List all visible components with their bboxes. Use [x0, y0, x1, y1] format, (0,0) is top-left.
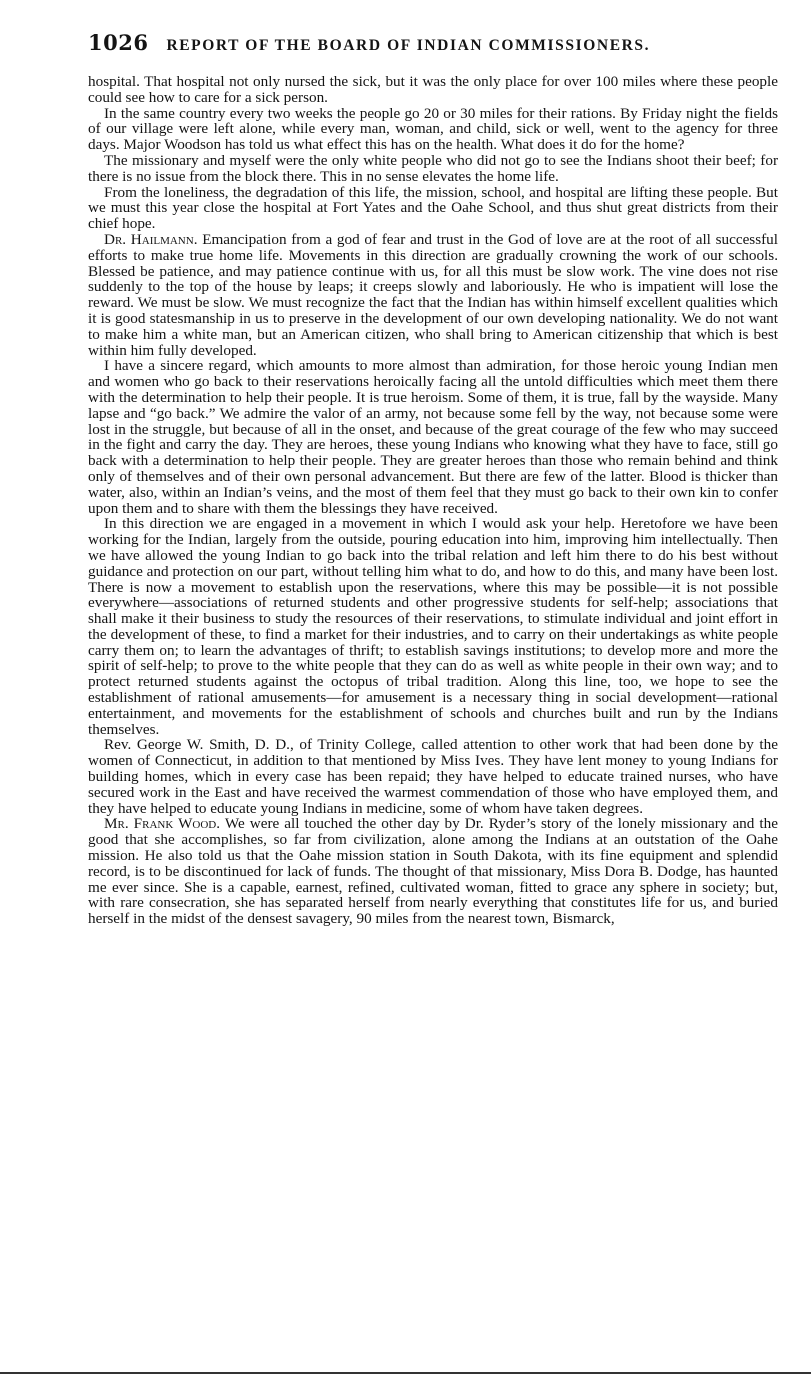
paragraph-text: I have a sincere regard, which amounts to more almost than admiration, for those heroic young Indian men and women who go back to their reservations heroically facing all the untold difficulties which meet them there with the determination to help their people. It is true heroism. Some of them, it is true, fall by the wayside. Many lapse and “go back.” We admire the valor of an army, not because some fell by the way, not because some were lost in the struggle, but because of all in the onset, and because of the great courage of the few who may succeed in the fight and carry the day. They are heroes, these young Indians who knowing what they have to face, still go back with a determination to help their people. They are greater heroes than those who remain behind and think only of themselves and of their own personal advancement. But there are few of the latter. Blood is thicker than water, also, within an Indian’s veins, and the most of them feel that they must go back to their own kin to confer upon them and to share with them the blessings they have received. — [88, 357, 778, 517]
page-bottom-edge — [0, 1372, 811, 1374]
paragraph — [88, 185, 778, 232]
paragraph — [88, 358, 778, 516]
page-number: 1026 — [88, 30, 149, 55]
body-text — [88, 74, 778, 927]
paragraph-text: hospital. That hospital not only nursed the sick, but it was the only place for over 100 miles where these people could see how to care for a sick person. — [88, 73, 778, 106]
paragraph-text: In the same country every two weeks the people go 20 or 30 miles for their rations. By Friday night the fields of our village were left alone, while every man, woman, and child, sick or well, went to the agency for three days. Major Woodson has told us what effect this has on the health. What does it do for the home? — [88, 104, 778, 154]
page-header — [88, 30, 778, 62]
running-head: REPORT OF THE BOARD OF INDIAN COMMISSIONERS. — [166, 37, 651, 54]
paragraph — [88, 153, 778, 185]
paragraph-text: From the loneliness, the degradation of this life, the mission, school, and hospital are lifting these people. But we must this year close the hospital at Fort Yates and the Oahe School, and thus shut great districts from their chief hope. — [88, 183, 778, 233]
speaker-name: Dr. Hailmann. — [104, 230, 198, 248]
paragraph-text: In this direction we are engaged in a movement in which I would ask your help. Heretofore we have been working for the Indian, largely from the outside, pouring education into him, improving him intellectually. Then we have allowed the young Indian to go back into the tribal relation and left him there to do his best without guidance and protection on our part, without telling him what to do, and how to do this, and many have been lost. There is now a movement to establish upon the reservations, where this may be possible—it is not possible everywhere—associations of returned students and other progressive students for self-help; associations that shall make it their business to study the resources of their reservations, to stimulate individual and joint effort in the development of these, to find a market for their industries, and to carry on their undertakings as white people carry them on; to learn the advantages of thrift; to establish savings institutions; to develop more and more the spirit of self-help; to prove to the white people that they can do as well as white people in their own way; and to protect returned students against the octopus of tribal tradition. Along this line, too, we hope to see the establishment of rational amusements—for amusement is a necessary thing in social development—rational entertainment, and movements for the establishment of schools and churches built and run by the Indians themselves. — [88, 515, 778, 738]
paragraph — [88, 106, 778, 153]
paragraph — [88, 232, 778, 358]
paragraph-text: We were all touched the other day by Dr. Ryder’s story of the lonely missionary and the good that she accomplishes, so far from civilization, alone among the Indians at an outstation of the Oahe mission. He also told us that the Oahe mission station in South Dakota, with its fine equipment and splendid record, is to be discontinued for lack of funds. The thought of that missionary, Miss Dora B. Dodge, has haunted me ever since. She is a capable, earnest, refined, cultivated woman, fitted to grace any sphere in society; but, with rare consecration, she has separated herself from nearly everything that constitutes life for us, and buried herself in the midst of the densest savagery, 90 miles from the nearest town, Bismarck, — [88, 815, 778, 928]
paragraph — [88, 74, 778, 106]
paragraph-text: Rev. George W. Smith, D. D., of Trinity College, called attention to other work that had been done by the women of Connecticut, in addition to that mentioned by Miss Ives. They have lent money to young Indians for building homes, which in every case has been repaid; they have helped to educate trained nurses, who have secured work in the East and have received the warmest commendation of those who have employed them, and they have helped to educate young Indians in medicine, some of whom have taken degrees. — [88, 736, 778, 817]
document-page — [88, 30, 778, 927]
paragraph — [88, 816, 778, 927]
paragraph-text: The missionary and myself were the only white people who did not go to see the Indians shoot their beef; for there is no issue from the block there. This in no sense elevates the home life. — [88, 151, 778, 185]
speaker-name: Mr. Frank Wood. — [104, 815, 221, 833]
paragraph-text: Emancipation from a god of fear and trust in the God of love are at the root of all successful efforts to make true home life. Movements in this direction are gradually crowning the work of our schools. Blessed be patience, and may patience continue with us, for all this must be slow work. The vine does not rise suddenly to the top of the house by leaps; it creeps slowly and laboriously. He who is impatient will lose the reward. We must be slow. We must recognize the fact that the Indian has within himself excellent qualities which it is good statesmanship in us to preserve in the development of our own developing nationality. We do not want to make him a white man, but an American citizen, who shall bring to American citizenship that which is best within him fully developed. — [88, 230, 778, 359]
paragraph — [88, 516, 778, 737]
paragraph — [88, 737, 778, 816]
